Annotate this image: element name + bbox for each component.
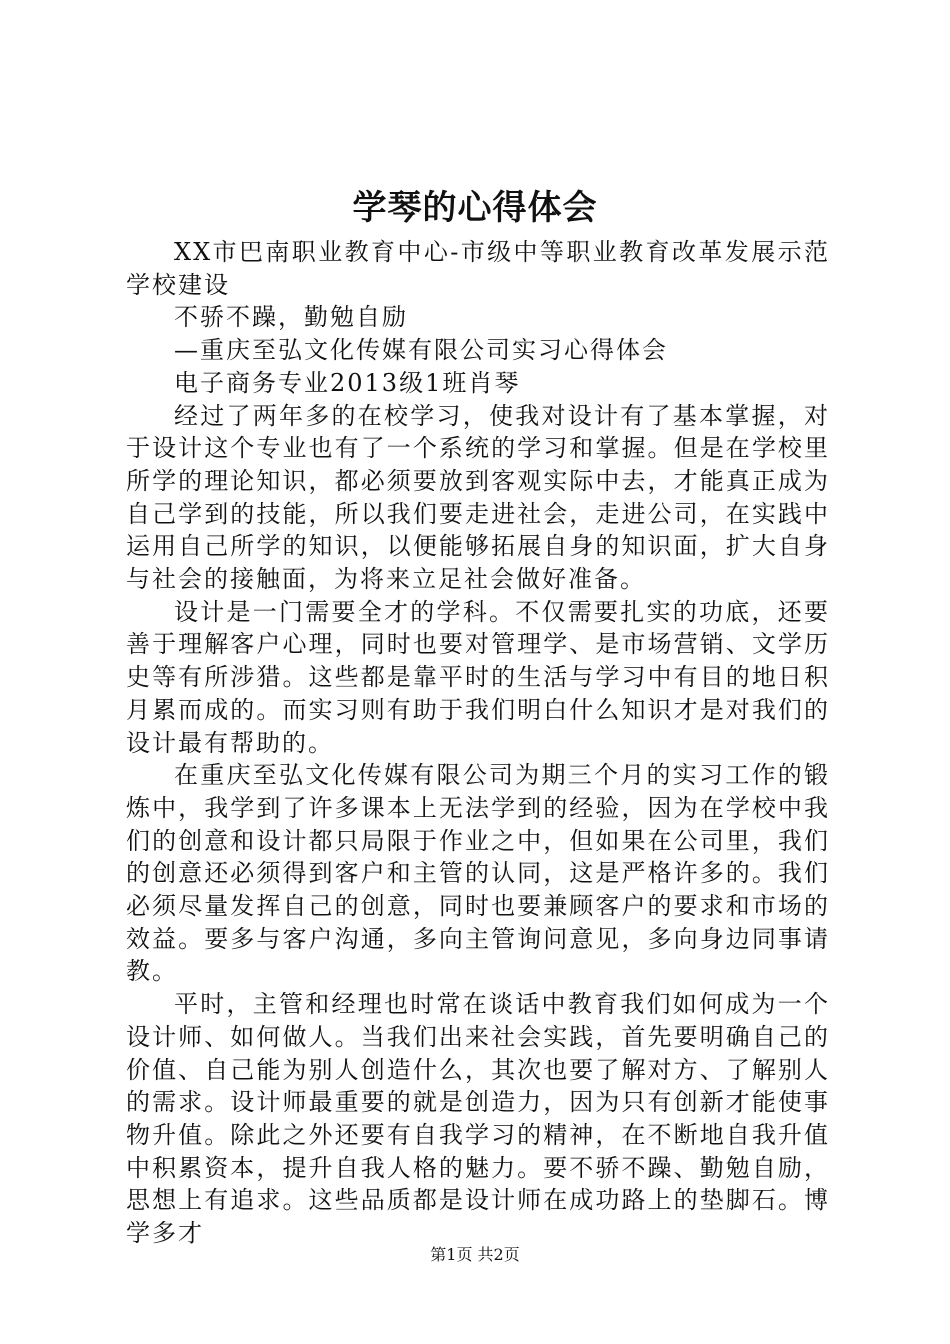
body-paragraph: 平时，主管和经理也时常在谈话中教育我们如何成为一个设计师、如何做人。当我们出来社会实践，首先要明确自己的价值、自己能为别人创造什么，其次也要了解对方、了解别人的需求。设计师最重要的就是创造力，因为只有创新才能使事物升值。除此之外还要有自我学习的精神，在不断地自我升值中积累资本，提升自我人格的魅力。要不骄不躁、勤勉自励，思想上有追求。这些品质都是设计师在成功路上的垫脚石。博学多才 xyxy=(126,990,830,1248)
subtitle-motto: 不骄不躁，勤勉自励 xyxy=(174,303,408,332)
school-line: XX市巴南职业教育中心-市级中等职业教育改革发展示范学校建设 xyxy=(126,238,830,299)
subtitle-company: —重庆至弘文化传媒有限公司实习心得体会 xyxy=(174,336,668,365)
body-paragraph: 设计是一门需要全才的学科。不仅需要扎实的功底，还要善于理解客户心理，同时也要对管理学、是市场营销、文学历史等有所涉猎。这些都是靠平时的生活与学习中有目的地日积月累而成的。而实习则有助于我们明白什么知识才是对我们的设计最有帮助的。 xyxy=(126,597,830,757)
body-paragraph: 在重庆至弘文化传媒有限公司为期三个月的实习工作的锻炼中，我学到了许多课本上无法学到的经验，因为在学校中我们的创意和设计都只局限于作业之中，但如果在公司里，我们的创意还必须得到客户和主管的认同，这是严格许多的。我们必须尽量发挥自己的创意，同时也要兼顾客户的要求和市场的效益。要多与客户沟通，多向主管询问意见，多向身边同事请教。 xyxy=(126,761,830,986)
body-paragraph: 经过了两年多的在校学习，使我对设计有了基本掌握，对于设计这个专业也有了一个系统的学习和掌握。但是在学校里所学的理论知识，都必须要放到客观实际中去，才能真正成为自己学到的技能，所以我们要走进社会，走进公司，在实践中运用自己所学的知识，以便能够拓展自身的知识面，扩大自身与社会的接触面，为将来立足社会做好准备。 xyxy=(126,401,830,594)
author-line: 电子商务专业2013级1班肖琴 xyxy=(174,368,521,397)
document-body xyxy=(126,236,830,1250)
page-footer: 第1页 共2页 xyxy=(430,1245,520,1264)
document-title: 学琴的心得体会 xyxy=(352,188,598,228)
